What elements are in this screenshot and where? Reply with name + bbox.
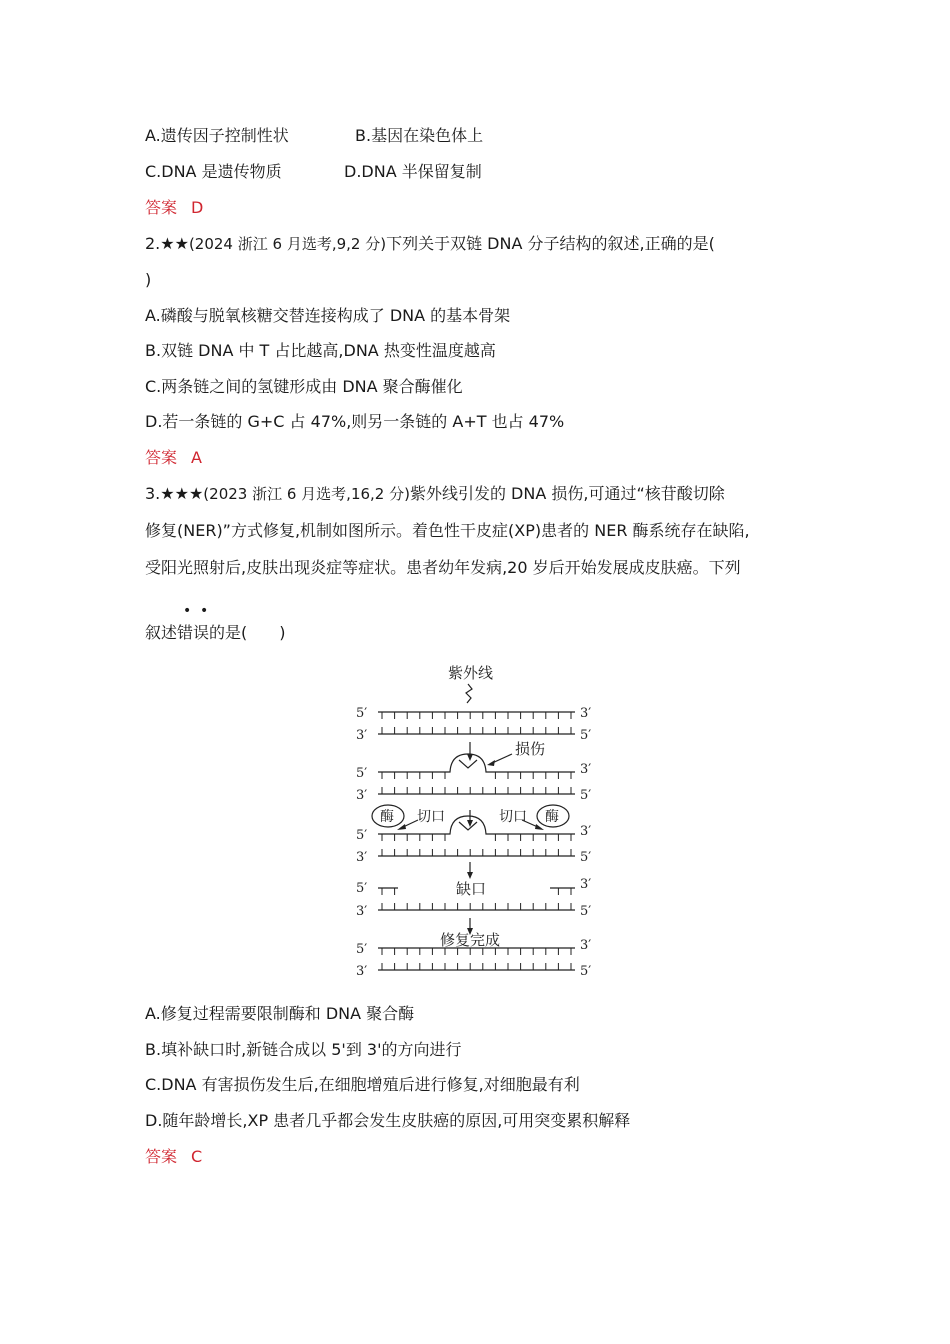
q3-number: 3. (145, 484, 161, 503)
damage-kink (459, 760, 477, 768)
end-label: 3′ (580, 824, 592, 839)
answer-label: 答案 (145, 448, 178, 467)
q2-stem (145, 234, 715, 254)
end-label: 3′ (356, 964, 368, 979)
repaired-label: 修复完成 (440, 931, 501, 949)
q3-stem-text: 紫外线引发的 DNA 损伤,可通过“核苷酸切除 (409, 484, 725, 503)
q1-answer (145, 198, 203, 218)
end-label: 5′ (580, 904, 592, 919)
difficulty-stars: ★★ (160, 234, 189, 253)
end-label: 3′ (580, 938, 592, 953)
end-label: 3′ (356, 788, 368, 803)
q3-option-c: C.DNA 有害损伤发生后,在细胞增殖后进行修复,对细胞最有利 (145, 1075, 580, 1094)
q1-option-d: D.DNA 半保留复制 (344, 162, 482, 181)
q2-source: (2024 浙江 6 月选考,9,2 分) (188, 235, 387, 253)
q2-option-c: C.两条链之间的氢键形成由 DNA 聚合酶催化 (145, 377, 463, 396)
q2-option-a: A.磷酸与脱氧核糖交替连接构成了 DNA 的基本骨架 (145, 306, 511, 325)
q2-option-d: D.若一条链的 G+C 占 47%,则另一条链的 A+T 也占 47% (145, 412, 565, 431)
q2-answer (145, 448, 202, 468)
difficulty-stars: ★★★ (160, 484, 204, 503)
q3-option-b: B.填补缺口时,新链合成以 5'到 3'的方向进行 (145, 1040, 462, 1059)
end-label: 3′ (580, 877, 592, 892)
end-label: 3′ (580, 706, 592, 721)
end-label: 5′ (356, 881, 368, 896)
q2-number: 2. (145, 234, 161, 253)
cut-label-right: 切口 (499, 809, 527, 825)
q3-answer (145, 1147, 202, 1167)
ner-repair-diagram (350, 662, 610, 982)
answer-label: 答案 (145, 1147, 178, 1166)
end-label: 3′ (356, 904, 368, 919)
end-label: 3′ (356, 728, 368, 743)
end-label: 5′ (356, 942, 368, 957)
answer-value: D (191, 198, 204, 217)
dna-strand-damaged (378, 754, 575, 772)
answer-label: 答案 (145, 198, 178, 217)
q3-option-a: A.修复过程需要限制酶和 DNA 聚合酶 (145, 1004, 415, 1023)
q3-stem-line-4: 叙述错误的是( ) (145, 623, 286, 642)
cut-label-left: 切口 (417, 809, 445, 825)
end-label: 5′ (356, 828, 368, 843)
enzyme-label-left: 酶 (380, 809, 394, 825)
q3-stem (145, 484, 725, 504)
gap-label: 缺口 (456, 880, 487, 898)
q2-option-b: B.双链 DNA 中 T 占比越高,DNA 热变性温度越高 (145, 341, 496, 360)
q3-option-d: D.随年龄增长,XP 患者几乎都会发生皮肤癌的原因,可用突变累积解释 (145, 1111, 631, 1130)
end-label: 5′ (580, 850, 592, 865)
uv-ray-icon (466, 684, 472, 703)
q3-stem-line-2: 修复(NER)”方式修复,机制如图所示。着色性干皮症(XP)患者的 NER 酶系统存在缺陷, (145, 521, 750, 540)
q3-stem-line-3: 受阳光照射后,皮肤出现炎症等症状。患者幼年发病,20 岁后开始发展成皮肤癌。下列 (145, 558, 741, 577)
answer-value: A (191, 448, 202, 467)
end-label: 5′ (580, 964, 592, 979)
q1-option-a: A.遗传因子控制性状 (145, 126, 289, 145)
emphasis-dot: • (183, 603, 192, 619)
damage-label: 损伤 (515, 740, 546, 758)
q1-option-c: C.DNA 是遗传物质 (145, 162, 282, 181)
q2-stem-text: 下列关于双链 DNA 分子结构的叙述,正确的是( (386, 234, 715, 253)
end-label: 5′ (356, 766, 368, 781)
answer-value: C (191, 1147, 203, 1166)
q2-stem-end: ) (145, 270, 152, 289)
end-label: 3′ (356, 850, 368, 865)
q3-source: (2023 浙江 6 月选考,16,2 分) (203, 485, 410, 503)
end-label: 5′ (580, 728, 592, 743)
end-label: 3′ (580, 762, 592, 777)
q1-option-b: B.基因在染色体上 (355, 126, 484, 145)
emphasis-dot: • (200, 603, 209, 619)
enzyme-label-right: 酶 (545, 809, 559, 825)
uv-label: 紫外线 (448, 664, 494, 682)
end-label: 5′ (580, 788, 592, 803)
end-label: 5′ (356, 706, 368, 721)
